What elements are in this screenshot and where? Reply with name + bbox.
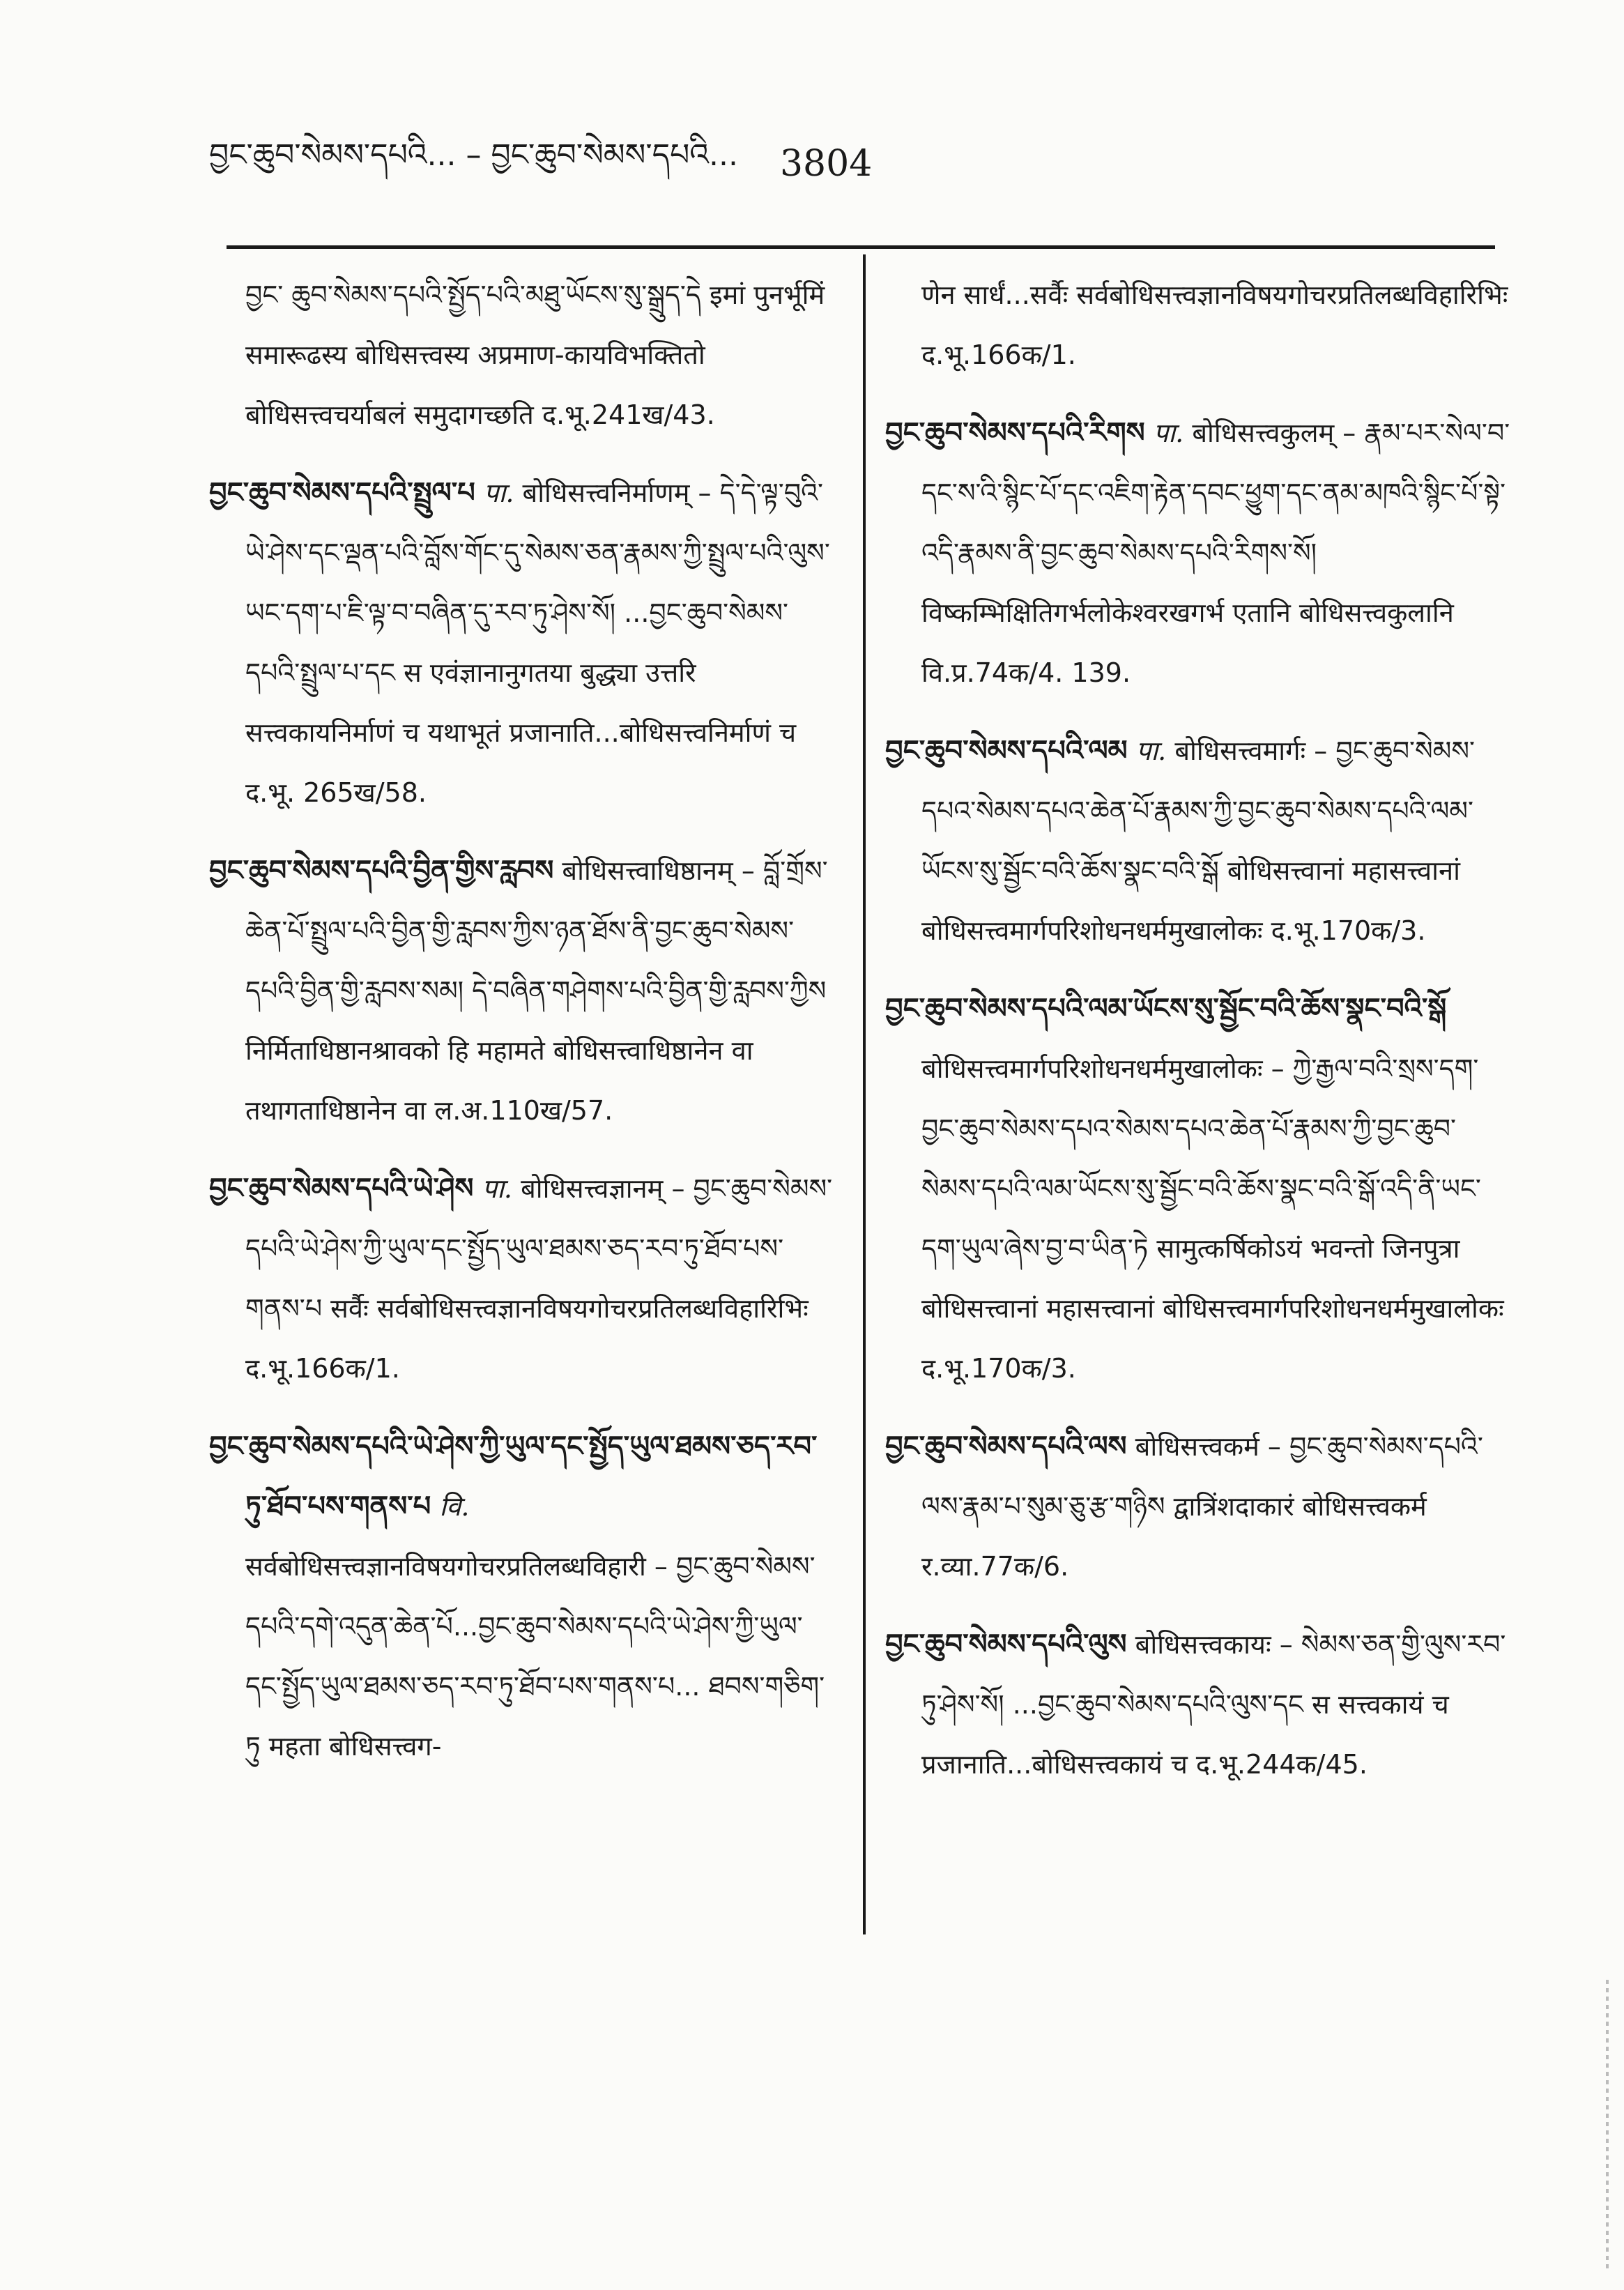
page-header	[209, 132, 906, 195]
entry-body: बोधिसत्त्वकायः – སེམས་ཅན་གྱི་ལུས་རབ་ཏུ་ཤེས་སོ། ...བྱང་ཆུབ་སེམས་དཔའི་ལུས་དང स सत्त्वकायं च प्रजानाति...बोधिसत्त्वकायं च द.भू.244क/45.	[921, 1629, 1506, 1780]
entry-body: बोधिसत्त्वाधिष्ठानम् – བློ་གྲོས་ཆེན་པོ་སྤྲུལ་པའི་བྱིན་གྱི་རླབས་ཀྱིས་ཉན་ཐོས་ནི་བྱང་ཆུབ་སེམས་དཔའི་བྱིན་གྱི་རླབས་སམ། དེ་བཞིན་གཤེགས་པའི་བྱིན་གྱི་རླབས་ཀྱིས निर्मिताधिष्ठानश्रावको हि महामते बोधिसत्त्वाधिष्ठानेन वा तथागताधिष्ठानेन वा ल.अ.110ख/57.	[245, 855, 828, 1126]
entry-body: बोधिसत्त्वमार्गः – བྱང་ཆུབ་སེམས་དཔའ་སེམས་དཔའ་ཆེན་པོ་རྣམས་ཀྱི་བྱང་ཆུབ་སེམས་དཔའི་ལམ་ཡོངས་སུ་སྦྱོང་བའི་ཆོས་སྣང་བའི་སྒོ बोधिसत्त्वानां महासत्त्वानां बोधिसत्त्वमार्गपरिशोधनधर्ममुखालोकः द.भू.170क/3.	[921, 735, 1475, 946]
entry-body: बोधिसत्त्वकर्म – བྱང་ཆུབ་སེམས་དཔའི་ལས་རྣམ་པ་སུམ་ཅུ་རྩ་གཉིས द्वात्रिंशदाकारं बोधिसत्त्वकर्म र.व्या.77क/6.	[921, 1431, 1483, 1582]
scan-edge-mark	[1606, 1980, 1609, 2273]
header-rule	[227, 245, 1495, 249]
grammar-tag: पा.	[1153, 418, 1184, 448]
headword: བྱང་ཆུབ་སེམས་དཔའི་རིགས	[885, 417, 1145, 449]
right-column	[885, 265, 1512, 1812]
entry-body: बोधिसत्त्वनिर्माणम् – དེ་དེ་ལྟ་བུའི་ཡེ་ཤེས་དང་ལྡན་པའི་བློས་གོང་དུ་སེམས་ཅན་རྣམས་ཀྱི་སྤྲུལ་པའི་ལུས་ཡང་དག་པ་ཇི་ལྟ་བ་བཞིན་དུ་རབ་ཏུ་ཤེས་སོ། ...བྱང་ཆུབ་སེམས་དཔའི་སྤྲུལ་པ་དང स एवंज्ञानानुगतया बुद्ध्या उत्तरि सत्त्वकायनिर्माणं च यथाभूतं प्रजानाति...बोधिसत्त्वनिर्माणं च द.भू. 265ख/58.	[245, 478, 830, 808]
headword: བྱང་ཆུབ་སེམས་དཔའི་ཡེ་ཤེས	[209, 1173, 474, 1205]
dictionary-entry	[209, 1159, 836, 1398]
dictionary-entry	[885, 403, 1512, 703]
dictionary-entry	[209, 841, 836, 1140]
grammar-tag: पा.	[483, 478, 514, 508]
dictionary-entry	[209, 463, 836, 823]
dictionary-entry: णेन सार्धं...सर्वैः सर्वबोधिसत्त्वज्ञानविषयगोचरप्रतिलब्धविहारिभिः द.भू.166क/1.	[921, 280, 1508, 370]
running-head: བྱང་ཆུབ་སེམས་དཔའི... – བྱང་ཆུབ་སེམས་དཔའི...	[209, 137, 738, 173]
headword: བྱང་ཆུབ་སེམས་དཔའི་ཡེ་ཤེས་ཀྱི་ཡུལ་དང་སྤྱོད་ཡུལ་ཐམས་ཅད་རབ་ཏུ་ཐོབ་པས་གནས་པ	[209, 1430, 818, 1522]
entry-body: बोधिसत्त्वज्ञानम् – བྱང་ཆུབ་སེམས་དཔའི་ཡེ་ཤེས་ཀྱི་ཡུལ་དང་སྤྱོད་ཡུལ་ཐམས་ཅད་རབ་ཏུ་ཐོབ་པས་གནས་པ सर्वैः सर्वबोधिसत्त्वज्ञानविषयगोचरप्रतिलब्धविहारिभिः द.भू.166क/1.	[245, 1173, 833, 1384]
headword: བྱང་ཆུབ་སེམས་དཔའི་སྤྲུལ་པ	[209, 477, 475, 509]
entry-body: बोधिसत्त्वकुलम् – རྣམ་པར་སེལ་བ་དང་ས་འི་སྙིང་པོ་དང་འཇིག་རྟེན་དབང་ཕྱུག་དང་ནམ་མཁའི་སྙིང་པོ་སྟེ་འདི་རྣམས་ནི་བྱང་ཆུབ་སེམས་དཔའི་རིགས་སོ། विष्कम्भिक्षितिगर्भलोकेश्वरखगर्भ एतानि बोधिसत्त्वकुलानि वि.प्र.74क/4. 139.	[921, 418, 1510, 688]
dictionary-entry	[885, 979, 1512, 1398]
dictionary-entry	[885, 721, 1512, 961]
headword: བྱང་ཆུབ་སེམས་དཔའི་ལུས	[885, 1628, 1127, 1661]
dictionary-entry	[209, 1417, 836, 1776]
page-number: 3804	[779, 143, 873, 185]
column-divider	[863, 254, 866, 1934]
dictionary-entry	[885, 1417, 1512, 1596]
entry-body: बोधिसत्त्वमार्गपरिशोधनधर्ममुखालोकः – ཀྱེ་རྒྱལ་བའི་སྲས་དག་བྱང་ཆུབ་སེམས་དཔའ་སེམས་དཔའ་ཆེན་པོ་རྣམས་ཀྱི་བྱང་ཆུབ་སེམས་དཔའི་ལམ་ཡོངས་སུ་སྦྱོང་བའི་ཆོས་སྣང་བའི་སྒོ་འདི་ནི་ཡང་དག་ཡུལ་ཞེས་བྱ་བ་ཡིན་ཏེ सामुत्कर्षिकोऽयं भवन्तो जिनपुत्रा बोधिसत्त्वानां महासत्त्वानां बोधिसत्त्वमार्गपरिशोधनधर्ममुखालोकः द.भू.170क/3.	[921, 1053, 1504, 1384]
headword: བྱང་ཆུབ་སེམས་དཔའི་ལམ	[885, 735, 1128, 767]
dictionary-entry	[885, 1615, 1512, 1794]
grammar-tag: पा.	[1135, 735, 1167, 766]
grammar-tag: पा.	[482, 1173, 513, 1204]
grammar-tag: वि.	[439, 1491, 470, 1522]
headword: བྱང་ཆུབ་སེམས་དཔའི་ལས	[885, 1430, 1127, 1463]
left-column	[209, 265, 836, 1794]
headword: བྱང་ཆུབ་སེམས་དཔའི་བྱིན་གྱིས་རླབས	[209, 855, 554, 887]
headword: བྱང་ཆུབ་སེམས་དཔའི་ལམ་ཡོངས་སུ་སྦྱོང་བའི་ཆོས་སྣང་བའི་སྒོ	[885, 993, 1447, 1025]
entry-body: सर्वबोधिसत्त्वज्ञानविषयगोचरप्रतिलब्धविहारी – བྱང་ཆུབ་སེམས་དཔའི་དགེ་འདུན་ཆེན་པོ...བྱང་ཆུབ་སེམས་དཔའི་ཡེ་ཤེས་ཀྱི་ཡུལ་དང་སྤྱོད་ཡུལ་ཐམས་ཅད་རབ་ཏུ་ཐོབ་པས་གནས་པ... ཐབས་གཅིག་ཏུ महता बोधिसत्त्वग-	[245, 1551, 825, 1762]
dictionary-entry: བྱང་ ཆུབ་སེམས་དཔའི་སྤྱོད་པའི་མཐུ་ཡོངས་སུ་སྒྲུད་དེ इमां पुनर्भूमिं समारूढस्य बोधिसत्त्वस्य अप्रमाण-कायविभक्तितो बोधिसत्त्वचर्याबलं समुदागच्छति द.भू.241ख/43.	[245, 280, 825, 430]
